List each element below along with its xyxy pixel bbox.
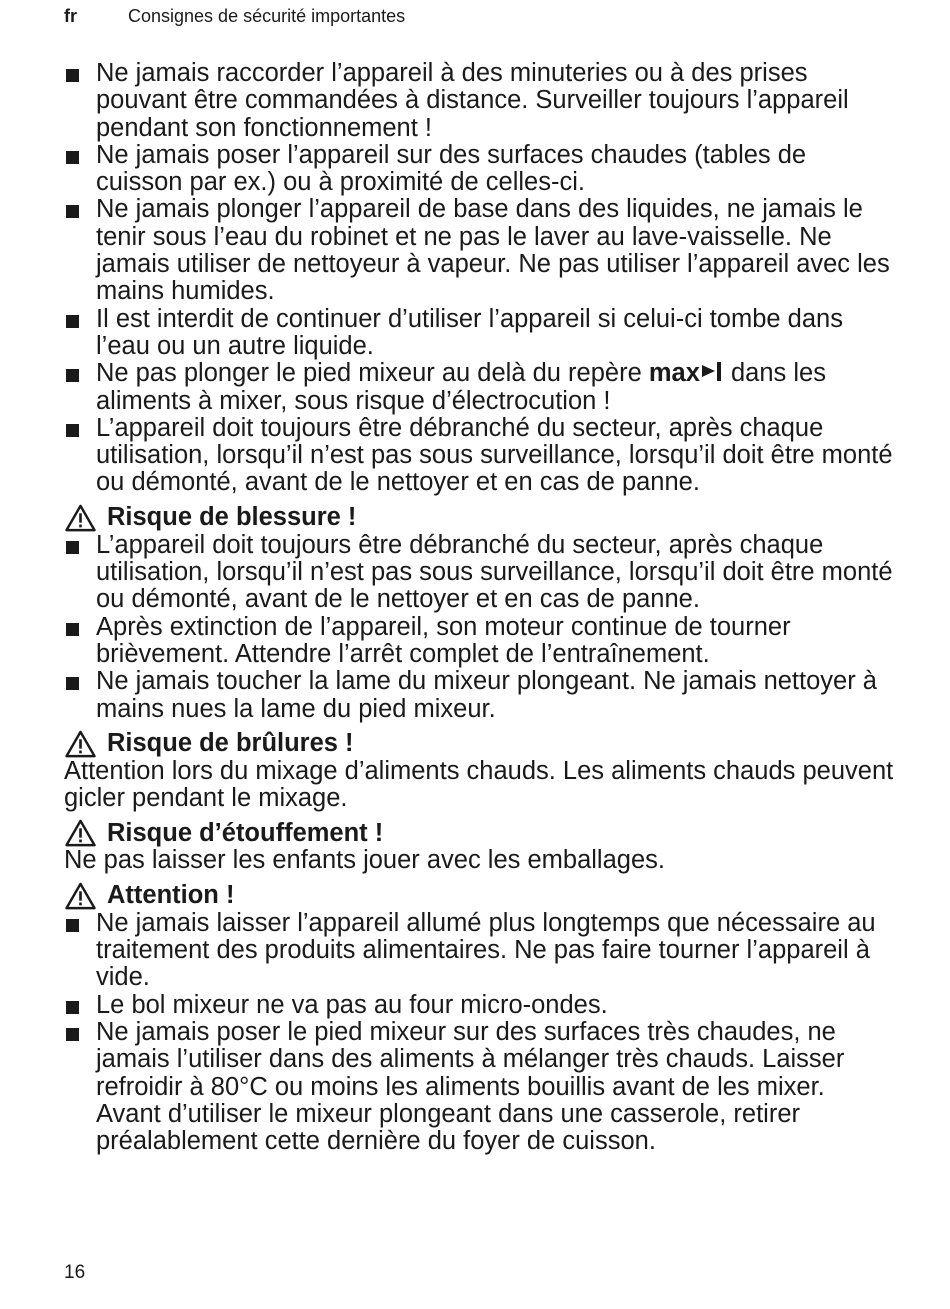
list-item-text: Ne jamais raccorder l’appareil à des minuteries ou à des prises pouvant être commandées à distance. Surveiller toujours l’appareil pendant son fonctionnement ! bbox=[96, 59, 849, 142]
bullet-square-icon bbox=[66, 623, 79, 636]
list-item-text: Ne jamais toucher la lame du mixeur plongeant. Ne jamais nettoyer à mains nues la lame du pied mixeur. bbox=[96, 667, 877, 723]
bullet-square-icon bbox=[66, 205, 79, 218]
list-item-text-after: dans les aliments à mixer, sous risque d’électrocution ! bbox=[96, 359, 826, 415]
bullet-square-icon bbox=[66, 1028, 79, 1041]
max-arrow-icon bbox=[700, 360, 724, 382]
list-item bbox=[64, 142, 894, 197]
warning-text: Attention lors du mixage d’aliments chauds. Les aliments chauds peuvent gicler pendant le mixage. bbox=[64, 756, 894, 813]
bullet-square-icon bbox=[66, 541, 79, 554]
warning-title: Attention ! bbox=[107, 881, 235, 910]
warning-title: Risque d’étouffement ! bbox=[107, 818, 384, 847]
list-item bbox=[64, 668, 894, 723]
warning-triangle-icon bbox=[64, 882, 97, 910]
warning-heading-attention bbox=[64, 882, 894, 910]
warning-text: Ne pas laisser les enfants jouer avec les emballages. bbox=[64, 846, 665, 875]
bullet-square-icon bbox=[66, 424, 79, 437]
list-item-text: L’appareil doit toujours être débranché du secteur, après chaque utilisation, lorsqu’il n’est pas sous surveillance, lorsqu’il doit être monté ou démonté, avant de le nettoyer et en cas de panne. bbox=[96, 530, 893, 614]
warning-heading-etouffement bbox=[64, 819, 894, 847]
warning-heading-blessure bbox=[64, 504, 894, 532]
list-item bbox=[64, 532, 894, 614]
max-marker-label: max bbox=[648, 359, 700, 388]
list-item-text-before: Ne pas plonger le pied mixeur au delà du repère bbox=[96, 359, 649, 388]
warning-triangle-icon bbox=[64, 819, 97, 847]
list-item-text: L’appareil doit toujours être débranché du secteur, après chaque utilisation, lorsqu’il n’est pas sous surveillance, lorsqu’il doit être monté ou démonté, avant de le nettoyer et en cas de panne. bbox=[96, 413, 893, 497]
list-item bbox=[64, 60, 894, 142]
list-item-text: Ne jamais plonger l’appareil de base dans des liquides, ne jamais le tenir sous l’eau du robinet et ne pas le laver au lave-vaisselle. Ne jamais utiliser de nettoyeur à vapeur. Ne pas utiliser l’appareil avec les mains humides. bbox=[96, 195, 890, 306]
list-item-text: Après extinction de l’appareil, son moteur continue de tourner brièvement. Attendre l’arrêt complet de l’entraînement. bbox=[96, 612, 791, 668]
list-item bbox=[64, 614, 894, 669]
language-code: fr bbox=[64, 6, 77, 26]
attention-list bbox=[64, 910, 894, 1156]
list-item-text: Ne jamais poser le pied mixeur sur des surfaces très chaudes, ne jamais l’utiliser dans des aliments à mélanger très chauds. Laisser refroidir à 80°C ou moins les aliments bouillis avant de les mixer. Avant d’utiliser le mixeur plongeant dans une casserole, retirer préalablement cette dernière du foyer de cuisson. bbox=[96, 1017, 845, 1156]
document-body bbox=[64, 60, 894, 1155]
list-item bbox=[64, 1019, 894, 1155]
list-item-text: Ne jamais laisser l’appareil allumé plus longtemps que nécessaire au traitement des produits alimentaires. Ne pas faire tourner l’appareil à vide. bbox=[96, 908, 876, 992]
bullet-square-icon bbox=[66, 677, 79, 690]
warning-triangle-icon bbox=[64, 504, 97, 532]
list-item-text: Il est interdit de continuer d’utiliser l’appareil si celui-ci tombe dans l’eau ou un autre liquide. bbox=[96, 304, 843, 360]
bullet-square-icon bbox=[66, 69, 79, 82]
list-item bbox=[64, 992, 894, 1019]
list-item bbox=[64, 360, 894, 415]
warning-title: Risque de blessure ! bbox=[107, 503, 357, 532]
list-item bbox=[64, 306, 894, 361]
bullet-square-icon bbox=[66, 1001, 79, 1014]
page-header bbox=[64, 5, 405, 27]
bullet-square-icon bbox=[66, 315, 79, 328]
blessure-list bbox=[64, 532, 894, 723]
warning-title: Risque de brûlures ! bbox=[107, 729, 354, 758]
section-title: Consignes de sécurité importantes bbox=[128, 6, 406, 26]
list-item bbox=[64, 196, 894, 305]
warning-triangle-icon bbox=[64, 730, 97, 758]
list-item-text: Le bol mixeur ne va pas au four micro-ondes. bbox=[96, 990, 608, 1019]
bullet-square-icon bbox=[66, 369, 79, 382]
intro-list bbox=[64, 60, 894, 497]
bullet-square-icon bbox=[66, 151, 79, 164]
list-item bbox=[64, 415, 894, 497]
warning-heading-brulures bbox=[64, 730, 894, 758]
list-item-text: Ne jamais poser l’appareil sur des surfaces chaudes (tables de cuisson par ex.) ou à proximité de celles-ci. bbox=[96, 140, 807, 197]
max-marker bbox=[649, 359, 724, 387]
page-number: 16 bbox=[64, 1262, 86, 1283]
list-item bbox=[64, 910, 894, 992]
bullet-square-icon bbox=[66, 919, 79, 932]
